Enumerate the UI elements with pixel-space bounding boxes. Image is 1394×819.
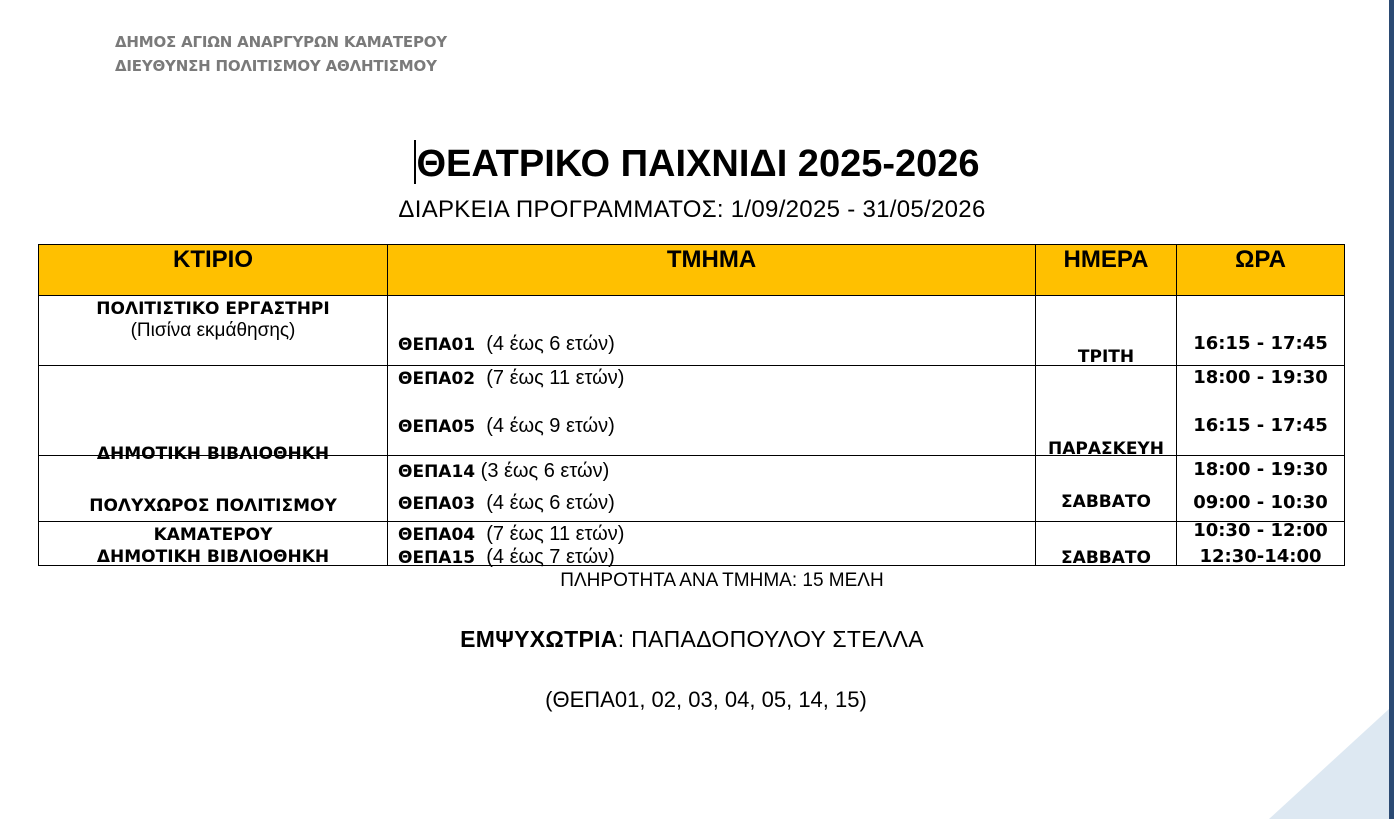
org-department: ΔΙΕΥΘΥΝΣΗ ΠΟΛΙΤΙΣΜΟΥ ΑΘΛΗΤΙΣΜΟΥ [115, 57, 437, 75]
time-slot: 09:00 - 10:30 [1193, 491, 1328, 513]
building-name: ΔΗΜΟΤΙΚΗ ΒΙΒΛΙΟΘΗΚΗ [96, 546, 330, 567]
building-subtitle: (Πισίνα εκμάθησης) [130, 320, 296, 341]
time-slot: 16:15 - 17:45 [1193, 414, 1328, 436]
building-name: ΠΟΛΥΧΩΡΟΣ ΠΟΛΙΤΙΣΜΟΥ [89, 495, 337, 516]
building-cell [39, 366, 388, 464]
day-label: ΤΡΙΤΗ [1077, 346, 1135, 367]
age-range: (4 έως 7 ετών) [486, 545, 615, 568]
building-cell [39, 296, 388, 366]
program-duration: ΔΙΑΡΚΕΙΑ ΠΡΟΓΡΑΜΜΑΤΟΣ: 1/09/2025 - 31/05/2026 [398, 196, 986, 223]
time-slot: 16:15 - 17:45 [1193, 332, 1328, 354]
organization-header [115, 30, 447, 78]
age-range: (3 έως 6 ετών) [480, 459, 610, 482]
table-row [39, 366, 1345, 456]
department-line [398, 415, 615, 438]
department-line [398, 546, 615, 569]
department-code: ΘΕΠΑ15 [398, 547, 476, 568]
time-slot: 18:00 - 19:30 [1193, 458, 1328, 480]
time-slot: 12:30-14:00 [1199, 545, 1322, 567]
age-range: (7 έως 11 ετών) [486, 522, 625, 545]
department-line [398, 460, 609, 483]
building-name-line2: ΚΑΜΑΤΕΡΟΥ [153, 524, 273, 545]
department-line [398, 523, 624, 546]
building-cell [39, 456, 388, 545]
table-row [39, 296, 1345, 366]
age-range: (4 έως 6 ετών) [486, 491, 615, 514]
groups-list: (ΘΕΠΑ01, 02, 03, 04, 05, 14, 15) [545, 687, 867, 712]
animator-line [0, 626, 1384, 653]
time-slot: 18:00 - 19:30 [1193, 366, 1328, 388]
time-slot: 10:30 - 12:00 [1193, 519, 1328, 541]
document-title[interactable] [0, 140, 1394, 186]
time-cell [1177, 296, 1345, 388]
department-code: ΘΕΠΑ14 [398, 461, 476, 482]
org-name: ΔΗΜΟΣ ΑΓΙΩΝ ΑΝΑΡΓΥΡΩΝ ΚΑΜΑΤΕΡΟΥ [115, 33, 447, 51]
column-header-time: ΩΡΑ [1177, 245, 1345, 296]
column-header-day: ΗΜΕΡΑ [1036, 245, 1177, 296]
day-cell [1036, 522, 1177, 566]
animator-label: ΕΜΨΥΧΩΤΡΙΑ [460, 626, 618, 652]
department-code: ΘΕΠΑ04 [398, 524, 476, 545]
department-line [398, 492, 615, 515]
age-range: (4 έως 6 ετών) [486, 332, 615, 355]
capacity-note: ΠΛΗΡΟΤΗΤΑ ΑΝΑ ΤΜΗΜΑ: 15 ΜΕΛΗ [560, 570, 884, 591]
department-line [398, 367, 624, 390]
column-header-department: ΤΜΗΜΑ [388, 245, 1036, 296]
day-label: ΠΑΡΑΣΚΕΥΗ [1048, 438, 1164, 459]
department-line [398, 333, 615, 356]
day-cell [1036, 296, 1177, 366]
page-corner-decoration [1269, 709, 1389, 819]
department-cell [388, 296, 1036, 389]
day-label: ΣΑΒΒΑΤΟ [1061, 491, 1151, 512]
building-name: ΔΗΜΟΤΙΚΗ ΒΙΒΛΙΟΘΗΚΗ [96, 443, 330, 464]
table-row [39, 456, 1345, 522]
building-name: ΠΟΛΙΤΙΣΤΙΚΟ ΕΡΓΑΣΤΗΡΙ [96, 299, 330, 319]
column-header-building: ΚΤΙΡΙΟ [39, 245, 388, 296]
table-header-row [39, 245, 1345, 296]
department-code: ΘΕΠΑ02 [398, 368, 476, 389]
animator-name: : ΠΑΠΑΔΟΠΟΥΛΟΥ ΣΤΕΛΛΑ [617, 626, 924, 652]
day-cell [1036, 366, 1177, 459]
day-label: ΣΑΒΒΑΤΟ [1061, 547, 1151, 568]
vertical-scrollbar[interactable] [1389, 0, 1394, 819]
age-range: (7 έως 11 ετών) [486, 366, 625, 389]
department-code: ΘΕΠΑ01 [398, 334, 476, 355]
age-range: (4 έως 9 ετών) [486, 414, 615, 437]
title-text: ΘΕΑΤΡΙΚΟ ΠΑΙΧΝΙΔΙ 2025-2026 [416, 143, 980, 185]
day-cell [1036, 456, 1177, 522]
department-code: ΘΕΠΑ05 [398, 416, 476, 437]
schedule-table [38, 244, 1345, 566]
department-code: ΘΕΠΑ03 [398, 493, 476, 514]
